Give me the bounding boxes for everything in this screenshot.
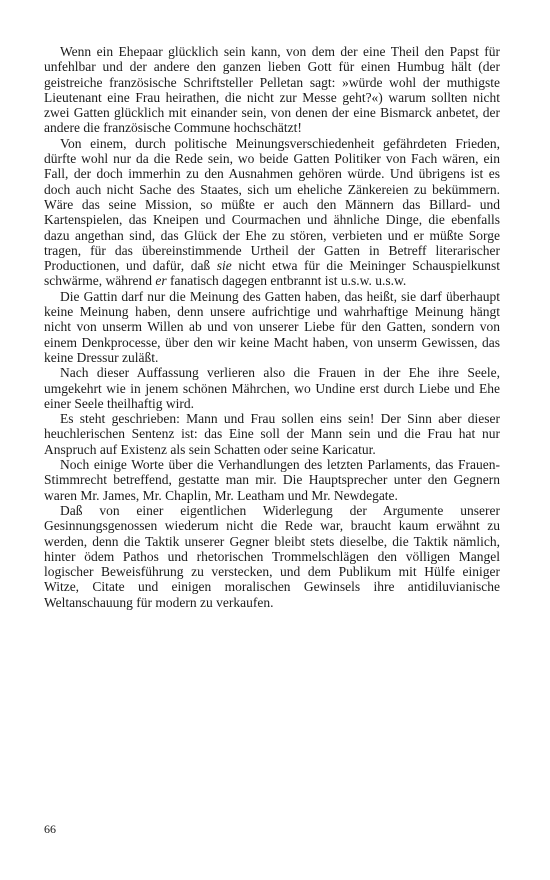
paragraph-text: Wenn ein Ehepaar glücklich sein kann, von dem der eine Theil den Papst für unfehlbar und der andere den ganzen lieben Gott für einen Humbug hält (der geistreiche französische Schriftsteller Pelletan sagt: »würde wohl der muthigste Lieutenant eine Frau heirathen, die nicht zur Messe geht?«) warum sollten nicht zwei Gatten glücklich mit einander sein, von denen der eine Bismarck anbetet, der andere die französische Commune hochschätzt! [44, 44, 500, 136]
paragraph-text: nicht etwa für die Meininger Schauspielkunst schwärme, während [44, 258, 500, 289]
paragraph [44, 365, 500, 411]
paragraph-text: Die Gattin darf nur die Meinung des Gatten haben, das heißt, sie darf überhaupt keine Meinung haben, denn unsere aufrichtige und wahrhaftige Meinung hängt nicht von unserm Willen ab und von unserer Liebe für den Gatten, sondern von einem Denkprocesse, über den wir keine Macht haben, von unserm Gewissen, das keine Dressur zuläßt. [44, 288, 500, 365]
paragraph [44, 503, 500, 610]
paragraph-text: Noch einige Worte über die Verhandlungen des letzten Parlaments, das Frauen-Stimmrecht betreffend, gestatte man mir. Die Hauptsprecher unter den Gegnern waren Mr. James, Mr. Chaplin, Mr. Leatham und Mr. Newdegate. [44, 457, 500, 503]
emphasis-text: sie [216, 258, 232, 274]
paragraph-text: Von einem, durch politische Meinungsverschiedenheit gefährdeten Frieden, dürfte wohl nur da die Rede sein, wo beide Gatten Politiker von Fach wären, ein Fall, der doch immerhin zu den Ausnahmen gehören würde. Und übrigens ist es doch auch nicht Sache des Staates, sich um eheliche Zänkereien zu bekümmern. Wäre das seine Mission, so müßte er auch den Männern das Billard- und Kartenspielen, das Kneipen und Courmachen und ähnliche Dinge, die ebenfalls dazu angethan sind, das Glück der Ehe zu stören, verbieten und er müßte Sorge tragen, für das übereinstimmende Urtheil der Gatten in Betreff literarischer Productionen, und dafür, daß [44, 135, 500, 274]
paragraph-text: fanatisch dagegen entbrannt ist u.s.w. u.s.w. [166, 273, 407, 289]
paragraph-text: Daß von einer eigentlichen Widerlegung der Argumente unserer Gesinnungsgenossen wiederum nicht die Rede war, braucht kaum erwähnt zu werden, denn die Taktik unserer Gegner bleibt stets dieselbe, die Taktik nämlich, hinter ödem Pathos und rhetorischen Trommelschlägen den völligen Mangel logischer Beweisführung zu verstecken, und dem Publikum mit Hülfe einiger Witze, Citate und einigen moralischen Gewinsels ihre antidiluvianische Weltanschauung für modern zu verkaufen. [44, 502, 500, 610]
emphasis-text: er [155, 273, 167, 289]
paragraph [44, 289, 500, 365]
page-number: 66 [44, 822, 56, 836]
paragraph-text: Nach dieser Auffassung verlieren also die Frauen in der Ehe ihre Seele, umgekehrt wie in jenem schönen Mährchen, wo Undine erst durch Liebe und Ehe einer Seele theilhaftig wird. [44, 365, 500, 411]
paragraph-text: Es steht geschrieben: Mann und Frau sollen eins sein! Der Sinn aber dieser heuchlerischen Sentenz ist: das Eine soll der Mann sein und die Frau hat nur Anspruch auf Existenz als sein Schatten oder seine Karicatur. [44, 411, 500, 457]
paragraph [44, 44, 500, 136]
paragraph [44, 136, 500, 289]
paragraph [44, 411, 500, 457]
paragraph [44, 457, 500, 503]
page-body [44, 44, 500, 610]
